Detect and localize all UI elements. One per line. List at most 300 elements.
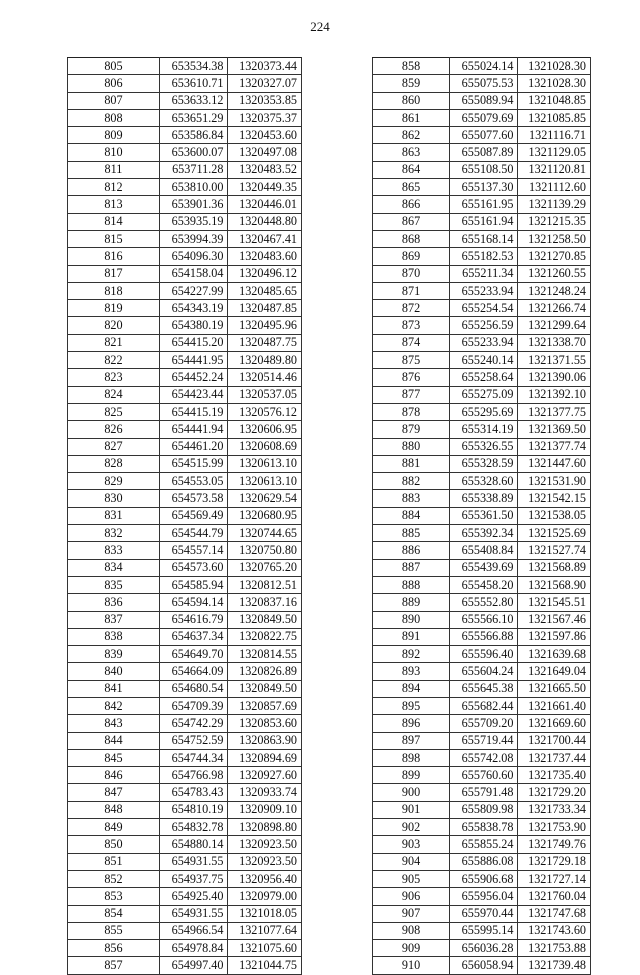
point-number-cell: 847 xyxy=(68,784,160,801)
y-coordinate-cell: 1320514.46 xyxy=(228,369,302,386)
table-row xyxy=(68,819,302,836)
x-coordinate-cell: 655906.68 xyxy=(450,870,518,887)
y-coordinate-cell: 1320750.80 xyxy=(228,542,302,559)
y-coordinate-cell: 1321735.40 xyxy=(518,767,591,784)
table-row xyxy=(68,801,302,818)
table-row xyxy=(68,836,302,853)
table-row xyxy=(68,646,302,663)
y-coordinate-cell: 1320849.50 xyxy=(228,611,302,628)
x-coordinate-cell: 655137.30 xyxy=(450,179,518,196)
x-coordinate-cell: 655075.53 xyxy=(450,75,518,92)
y-coordinate-cell: 1320327.07 xyxy=(228,75,302,92)
x-coordinate-cell: 655295.69 xyxy=(450,403,518,420)
y-coordinate-cell: 1321371.55 xyxy=(518,352,591,369)
table-row xyxy=(68,334,302,351)
point-number-cell: 811 xyxy=(68,161,160,178)
point-number-cell: 829 xyxy=(68,473,160,490)
x-coordinate-cell: 655392.34 xyxy=(450,525,518,542)
y-coordinate-cell: 1321390.06 xyxy=(518,369,591,386)
point-number-cell: 874 xyxy=(373,334,450,351)
x-coordinate-cell: 654573.58 xyxy=(159,490,228,507)
x-coordinate-cell: 655645.38 xyxy=(450,680,518,697)
x-coordinate-cell: 655089.94 xyxy=(450,92,518,109)
point-number-cell: 857 xyxy=(68,957,160,974)
x-coordinate-cell: 653935.19 xyxy=(159,213,228,230)
x-coordinate-cell: 653810.00 xyxy=(159,179,228,196)
x-coordinate-cell: 654637.34 xyxy=(159,628,228,645)
table-row xyxy=(373,663,591,680)
x-coordinate-cell: 653534.38 xyxy=(159,58,228,75)
x-coordinate-cell: 655458.20 xyxy=(450,576,518,593)
x-coordinate-cell: 656058.94 xyxy=(450,957,518,974)
y-coordinate-cell: 1320956.40 xyxy=(228,870,302,887)
x-coordinate-cell: 655566.88 xyxy=(450,628,518,645)
table-row xyxy=(68,109,302,126)
table-row xyxy=(68,542,302,559)
point-number-cell: 816 xyxy=(68,248,160,265)
x-coordinate-cell: 654158.04 xyxy=(159,265,228,282)
point-number-cell: 828 xyxy=(68,455,160,472)
x-coordinate-cell: 653633.12 xyxy=(159,92,228,109)
table-row xyxy=(68,922,302,939)
y-coordinate-cell: 1321661.40 xyxy=(518,697,591,714)
point-number-cell: 848 xyxy=(68,801,160,818)
table-row xyxy=(68,715,302,732)
table-row xyxy=(68,749,302,766)
table-row xyxy=(373,317,591,334)
point-number-cell: 865 xyxy=(373,179,450,196)
table-row xyxy=(68,957,302,974)
table-row xyxy=(68,473,302,490)
point-number-cell: 892 xyxy=(373,646,450,663)
y-coordinate-cell: 1321048.85 xyxy=(518,92,591,109)
y-coordinate-cell: 1320453.60 xyxy=(228,127,302,144)
point-number-cell: 881 xyxy=(373,455,450,472)
y-coordinate-cell: 1321542.15 xyxy=(518,490,591,507)
y-coordinate-cell: 1320496.12 xyxy=(228,265,302,282)
y-coordinate-cell: 1321260.55 xyxy=(518,265,591,282)
y-coordinate-cell: 1321377.74 xyxy=(518,438,591,455)
table-row xyxy=(373,628,591,645)
point-number-cell: 839 xyxy=(68,646,160,663)
point-number-cell: 809 xyxy=(68,127,160,144)
table-row xyxy=(68,732,302,749)
table-row xyxy=(373,352,591,369)
table-row xyxy=(373,455,591,472)
table-row xyxy=(68,870,302,887)
point-number-cell: 815 xyxy=(68,230,160,247)
y-coordinate-cell: 1321538.05 xyxy=(518,507,591,524)
y-coordinate-cell: 1320853.60 xyxy=(228,715,302,732)
table-row xyxy=(68,386,302,403)
table-row xyxy=(68,888,302,905)
y-coordinate-cell: 1321545.51 xyxy=(518,594,591,611)
table-row xyxy=(373,576,591,593)
point-number-cell: 907 xyxy=(373,905,450,922)
point-number-cell: 894 xyxy=(373,680,450,697)
point-number-cell: 838 xyxy=(68,628,160,645)
x-coordinate-cell: 654452.24 xyxy=(159,369,228,386)
coordinates-table-right xyxy=(372,57,591,975)
point-number-cell: 906 xyxy=(373,888,450,905)
coordinates-table-left xyxy=(67,57,302,975)
point-number-cell: 886 xyxy=(373,542,450,559)
point-number-cell: 846 xyxy=(68,767,160,784)
point-number-cell: 869 xyxy=(373,248,450,265)
x-coordinate-cell: 655328.59 xyxy=(450,455,518,472)
table-row xyxy=(68,663,302,680)
x-coordinate-cell: 655439.69 xyxy=(450,559,518,576)
x-coordinate-cell: 654569.49 xyxy=(159,507,228,524)
x-coordinate-cell: 654423.44 xyxy=(159,386,228,403)
x-coordinate-cell: 654415.20 xyxy=(159,334,228,351)
x-coordinate-cell: 654557.14 xyxy=(159,542,228,559)
point-number-cell: 873 xyxy=(373,317,450,334)
table-row xyxy=(373,421,591,438)
table-row xyxy=(68,576,302,593)
table-row xyxy=(68,507,302,524)
y-coordinate-cell: 1320857.69 xyxy=(228,697,302,714)
x-coordinate-cell: 655161.94 xyxy=(450,213,518,230)
point-number-cell: 870 xyxy=(373,265,450,282)
y-coordinate-cell: 1321116.71 xyxy=(518,127,591,144)
point-number-cell: 910 xyxy=(373,957,450,974)
table-row xyxy=(373,144,591,161)
point-number-cell: 878 xyxy=(373,403,450,420)
point-number-cell: 827 xyxy=(68,438,160,455)
y-coordinate-cell: 1320489.80 xyxy=(228,352,302,369)
y-coordinate-cell: 1321567.46 xyxy=(518,611,591,628)
table-row xyxy=(68,300,302,317)
table-row xyxy=(373,819,591,836)
x-coordinate-cell: 654966.54 xyxy=(159,922,228,939)
table-row xyxy=(373,957,591,974)
table-row xyxy=(68,403,302,420)
table-row xyxy=(373,438,591,455)
y-coordinate-cell: 1321028.30 xyxy=(518,58,591,75)
x-coordinate-cell: 654766.98 xyxy=(159,767,228,784)
point-number-cell: 895 xyxy=(373,697,450,714)
x-coordinate-cell: 655211.34 xyxy=(450,265,518,282)
point-number-cell: 812 xyxy=(68,179,160,196)
point-number-cell: 902 xyxy=(373,819,450,836)
table-row xyxy=(68,352,302,369)
y-coordinate-cell: 1321266.74 xyxy=(518,300,591,317)
table-row xyxy=(68,92,302,109)
y-coordinate-cell: 1321568.89 xyxy=(518,559,591,576)
y-coordinate-cell: 1321747.68 xyxy=(518,905,591,922)
x-coordinate-cell: 654573.60 xyxy=(159,559,228,576)
y-coordinate-cell: 1320680.95 xyxy=(228,507,302,524)
y-coordinate-cell: 1321120.81 xyxy=(518,161,591,178)
table-row xyxy=(373,248,591,265)
table-row xyxy=(68,905,302,922)
point-number-cell: 871 xyxy=(373,282,450,299)
y-coordinate-cell: 1320863.90 xyxy=(228,732,302,749)
x-coordinate-cell: 654880.14 xyxy=(159,836,228,853)
y-coordinate-cell: 1321369.50 xyxy=(518,421,591,438)
table-row xyxy=(373,490,591,507)
y-coordinate-cell: 1321597.86 xyxy=(518,628,591,645)
table-row xyxy=(373,386,591,403)
table-row xyxy=(68,213,302,230)
point-number-cell: 814 xyxy=(68,213,160,230)
table-row xyxy=(373,109,591,126)
y-coordinate-cell: 1321743.60 xyxy=(518,922,591,939)
y-coordinate-cell: 1320933.74 xyxy=(228,784,302,801)
point-number-cell: 860 xyxy=(373,92,450,109)
point-number-cell: 850 xyxy=(68,836,160,853)
x-coordinate-cell: 655604.24 xyxy=(450,663,518,680)
y-coordinate-cell: 1320909.10 xyxy=(228,801,302,818)
table-row xyxy=(373,732,591,749)
x-coordinate-cell: 656036.28 xyxy=(450,940,518,957)
x-coordinate-cell: 654709.39 xyxy=(159,697,228,714)
y-coordinate-cell: 1320826.89 xyxy=(228,663,302,680)
y-coordinate-cell: 1320629.54 xyxy=(228,490,302,507)
table-row xyxy=(373,507,591,524)
table-row xyxy=(68,438,302,455)
y-coordinate-cell: 1321077.64 xyxy=(228,922,302,939)
table-row xyxy=(373,92,591,109)
y-coordinate-cell: 1321737.44 xyxy=(518,749,591,766)
x-coordinate-cell: 655566.10 xyxy=(450,611,518,628)
table-row xyxy=(373,888,591,905)
x-coordinate-cell: 655855.24 xyxy=(450,836,518,853)
y-coordinate-cell: 1320814.55 xyxy=(228,646,302,663)
x-coordinate-cell: 654931.55 xyxy=(159,905,228,922)
table-row xyxy=(373,680,591,697)
y-coordinate-cell: 1321700.44 xyxy=(518,732,591,749)
y-coordinate-cell: 1320446.01 xyxy=(228,196,302,213)
y-coordinate-cell: 1321085.85 xyxy=(518,109,591,126)
y-coordinate-cell: 1321531.90 xyxy=(518,473,591,490)
y-coordinate-cell: 1321028.30 xyxy=(518,75,591,92)
y-coordinate-cell: 1320449.35 xyxy=(228,179,302,196)
x-coordinate-cell: 655240.14 xyxy=(450,352,518,369)
y-coordinate-cell: 1321649.04 xyxy=(518,663,591,680)
x-coordinate-cell: 655233.94 xyxy=(450,334,518,351)
point-number-cell: 875 xyxy=(373,352,450,369)
table-row xyxy=(373,369,591,386)
point-number-cell: 806 xyxy=(68,75,160,92)
point-number-cell: 863 xyxy=(373,144,450,161)
x-coordinate-cell: 655108.50 xyxy=(450,161,518,178)
y-coordinate-cell: 1321129.05 xyxy=(518,144,591,161)
table-row xyxy=(68,784,302,801)
point-number-cell: 834 xyxy=(68,559,160,576)
point-number-cell: 843 xyxy=(68,715,160,732)
point-number-cell: 868 xyxy=(373,230,450,247)
x-coordinate-cell: 654415.19 xyxy=(159,403,228,420)
table-row xyxy=(373,473,591,490)
table-row xyxy=(373,75,591,92)
table-row xyxy=(68,594,302,611)
y-coordinate-cell: 1321760.04 xyxy=(518,888,591,905)
y-coordinate-cell: 1320923.50 xyxy=(228,853,302,870)
y-coordinate-cell: 1320373.44 xyxy=(228,58,302,75)
x-coordinate-cell: 654515.99 xyxy=(159,455,228,472)
y-coordinate-cell: 1321377.75 xyxy=(518,403,591,420)
x-coordinate-cell: 654594.14 xyxy=(159,594,228,611)
point-number-cell: 856 xyxy=(68,940,160,957)
point-number-cell: 877 xyxy=(373,386,450,403)
point-number-cell: 882 xyxy=(373,473,450,490)
y-coordinate-cell: 1321729.20 xyxy=(518,784,591,801)
y-coordinate-cell: 1321749.76 xyxy=(518,836,591,853)
y-coordinate-cell: 1320467.41 xyxy=(228,230,302,247)
table-row xyxy=(373,161,591,178)
point-number-cell: 901 xyxy=(373,801,450,818)
y-coordinate-cell: 1320483.60 xyxy=(228,248,302,265)
point-number-cell: 825 xyxy=(68,403,160,420)
x-coordinate-cell: 655760.60 xyxy=(450,767,518,784)
y-coordinate-cell: 1320487.75 xyxy=(228,334,302,351)
y-coordinate-cell: 1320613.10 xyxy=(228,473,302,490)
point-number-cell: 833 xyxy=(68,542,160,559)
x-coordinate-cell: 654832.78 xyxy=(159,819,228,836)
table-row xyxy=(373,940,591,957)
x-coordinate-cell: 654925.40 xyxy=(159,888,228,905)
point-number-cell: 891 xyxy=(373,628,450,645)
table-row xyxy=(68,75,302,92)
point-number-cell: 832 xyxy=(68,525,160,542)
point-number-cell: 909 xyxy=(373,940,450,957)
table-row xyxy=(373,697,591,714)
x-coordinate-cell: 654441.95 xyxy=(159,352,228,369)
point-number-cell: 908 xyxy=(373,922,450,939)
point-number-cell: 859 xyxy=(373,75,450,92)
x-coordinate-cell: 655709.20 xyxy=(450,715,518,732)
x-coordinate-cell: 654616.79 xyxy=(159,611,228,628)
point-number-cell: 876 xyxy=(373,369,450,386)
table-row xyxy=(68,230,302,247)
y-coordinate-cell: 1320576.12 xyxy=(228,403,302,420)
point-number-cell: 821 xyxy=(68,334,160,351)
x-coordinate-cell: 654544.79 xyxy=(159,525,228,542)
x-coordinate-cell: 654783.43 xyxy=(159,784,228,801)
point-number-cell: 885 xyxy=(373,525,450,542)
x-coordinate-cell: 654096.30 xyxy=(159,248,228,265)
x-coordinate-cell: 655182.53 xyxy=(450,248,518,265)
point-number-cell: 807 xyxy=(68,92,160,109)
point-number-cell: 840 xyxy=(68,663,160,680)
point-number-cell: 884 xyxy=(373,507,450,524)
table-row xyxy=(373,749,591,766)
point-number-cell: 824 xyxy=(68,386,160,403)
table-row xyxy=(68,127,302,144)
point-number-cell: 844 xyxy=(68,732,160,749)
x-coordinate-cell: 655256.59 xyxy=(450,317,518,334)
point-number-cell: 867 xyxy=(373,213,450,230)
point-number-cell: 887 xyxy=(373,559,450,576)
y-coordinate-cell: 1321639.68 xyxy=(518,646,591,663)
table-row xyxy=(68,317,302,334)
y-coordinate-cell: 1320849.50 xyxy=(228,680,302,697)
y-coordinate-cell: 1320979.00 xyxy=(228,888,302,905)
x-coordinate-cell: 655326.55 xyxy=(450,438,518,455)
x-coordinate-cell: 654742.29 xyxy=(159,715,228,732)
table-row xyxy=(373,801,591,818)
y-coordinate-cell: 1321739.48 xyxy=(518,957,591,974)
y-coordinate-cell: 1321392.10 xyxy=(518,386,591,403)
y-coordinate-cell: 1321018.05 xyxy=(228,905,302,922)
x-coordinate-cell: 655161.95 xyxy=(450,196,518,213)
table-row xyxy=(68,940,302,957)
point-number-cell: 854 xyxy=(68,905,160,922)
x-coordinate-cell: 654931.55 xyxy=(159,853,228,870)
point-number-cell: 853 xyxy=(68,888,160,905)
table-row xyxy=(373,922,591,939)
y-coordinate-cell: 1321525.69 xyxy=(518,525,591,542)
x-coordinate-cell: 654752.59 xyxy=(159,732,228,749)
point-number-cell: 904 xyxy=(373,853,450,870)
x-coordinate-cell: 655956.04 xyxy=(450,888,518,905)
point-number-cell: 842 xyxy=(68,697,160,714)
y-coordinate-cell: 1320375.37 xyxy=(228,109,302,126)
point-number-cell: 855 xyxy=(68,922,160,939)
table-row xyxy=(373,853,591,870)
x-coordinate-cell: 655838.78 xyxy=(450,819,518,836)
y-coordinate-cell: 1320495.96 xyxy=(228,317,302,334)
table-row xyxy=(373,230,591,247)
x-coordinate-cell: 654997.40 xyxy=(159,957,228,974)
x-coordinate-cell: 654553.05 xyxy=(159,473,228,490)
point-number-cell: 861 xyxy=(373,109,450,126)
x-coordinate-cell: 655314.19 xyxy=(450,421,518,438)
x-coordinate-cell: 654585.94 xyxy=(159,576,228,593)
x-coordinate-cell: 655024.14 xyxy=(450,58,518,75)
x-coordinate-cell: 655275.09 xyxy=(450,386,518,403)
y-coordinate-cell: 1321258.50 xyxy=(518,230,591,247)
x-coordinate-cell: 655552.80 xyxy=(450,594,518,611)
table-row xyxy=(373,611,591,628)
point-number-cell: 808 xyxy=(68,109,160,126)
y-coordinate-cell: 1321044.75 xyxy=(228,957,302,974)
x-coordinate-cell: 654649.70 xyxy=(159,646,228,663)
y-coordinate-cell: 1320485.65 xyxy=(228,282,302,299)
point-number-cell: 826 xyxy=(68,421,160,438)
table-row xyxy=(373,870,591,887)
table-row xyxy=(373,594,591,611)
x-coordinate-cell: 654461.20 xyxy=(159,438,228,455)
x-coordinate-cell: 655328.60 xyxy=(450,473,518,490)
point-number-cell: 896 xyxy=(373,715,450,732)
x-coordinate-cell: 654227.99 xyxy=(159,282,228,299)
y-coordinate-cell: 1321112.60 xyxy=(518,179,591,196)
table-row xyxy=(68,611,302,628)
table-row xyxy=(68,58,302,75)
point-number-cell: 835 xyxy=(68,576,160,593)
point-number-cell: 889 xyxy=(373,594,450,611)
x-coordinate-cell: 655970.44 xyxy=(450,905,518,922)
x-coordinate-cell: 655682.44 xyxy=(450,697,518,714)
y-coordinate-cell: 1320606.95 xyxy=(228,421,302,438)
point-number-cell: 899 xyxy=(373,767,450,784)
x-coordinate-cell: 655258.64 xyxy=(450,369,518,386)
table-row xyxy=(68,282,302,299)
point-number-cell: 805 xyxy=(68,58,160,75)
x-coordinate-cell: 655233.94 xyxy=(450,282,518,299)
point-number-cell: 905 xyxy=(373,870,450,887)
y-coordinate-cell: 1321568.90 xyxy=(518,576,591,593)
y-coordinate-cell: 1320923.50 xyxy=(228,836,302,853)
table-row xyxy=(373,403,591,420)
table-row xyxy=(373,179,591,196)
table-row xyxy=(68,196,302,213)
x-coordinate-cell: 654441.94 xyxy=(159,421,228,438)
point-number-cell: 810 xyxy=(68,144,160,161)
